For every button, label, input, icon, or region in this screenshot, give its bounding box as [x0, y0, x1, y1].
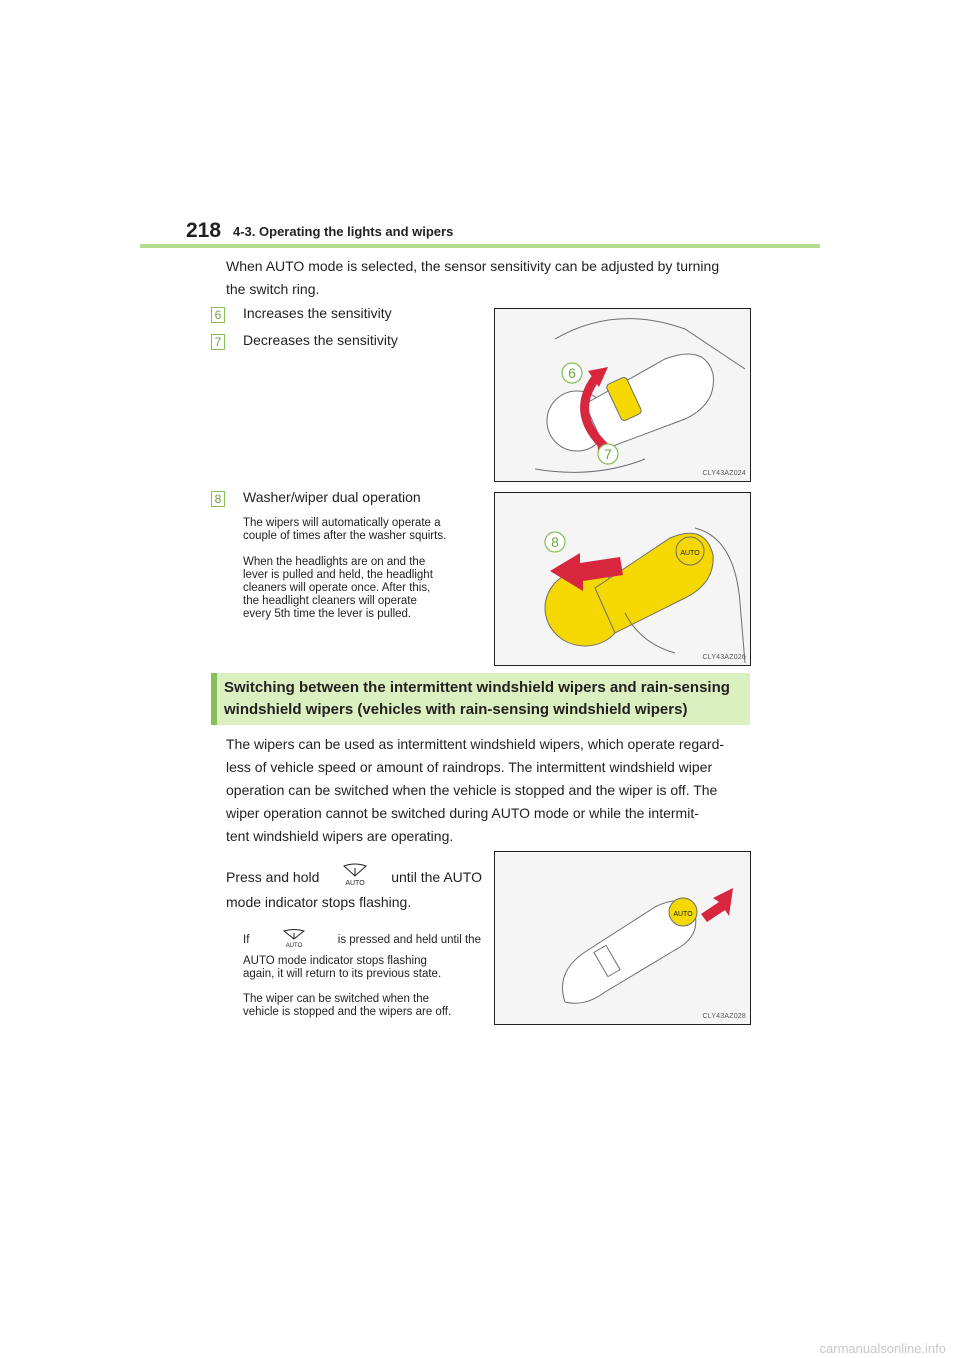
item-number-badge: 7	[211, 334, 225, 350]
note-switch-condition: The wiper can be switched when the vehicle is stopped and the wipers are off.	[243, 993, 452, 1018]
figure-code: CLY43AZ024	[702, 470, 746, 477]
press-hold-line-1: Press and hold AUTO until the AUTO	[226, 862, 482, 893]
auto-wiper-icon	[340, 862, 370, 893]
washer-lever-illustration	[495, 493, 751, 666]
svg-text:AUTO: AUTO	[345, 880, 365, 886]
intro-line-2: the switch ring.	[226, 281, 320, 297]
auto-button-label: AUTO	[673, 911, 693, 918]
auto-wiper-icon	[281, 928, 307, 952]
switching-paragraph: The wipers can be used as intermittent windshield wipers, which operate regard- less of vehicle speed or amount of raindrops. The intermittent windshield wiper operation can be switched when the vehicle is stopped and the wiper is off. The wiper operation cannot be switched during AUTO mode or while the intermit- tent windshield wipers are operating.	[226, 736, 725, 844]
callout-6: 6	[568, 365, 576, 381]
item-label-increase: Increases the sensitivity	[243, 305, 392, 321]
washer-note-2: When the headlights are on and the lever is pulled and held, the headlight cleaners will operate once. After this, the headlight cleaners will operate every 5th time the lever is pulled.	[243, 556, 433, 620]
auto-button-label: AUTO	[680, 550, 700, 557]
footer-watermark[interactable]: carmanualsonline.info	[819, 1341, 946, 1356]
auto-button-illustration	[495, 852, 751, 1025]
figure-code: CLY43AZ028	[702, 1013, 746, 1020]
header-rule	[140, 244, 820, 248]
figure-sensitivity-ring	[494, 308, 751, 482]
press-hold-line-2: mode indicator stops flashing.	[226, 894, 412, 910]
section-title: 4-3. Operating the lights and wipers	[233, 224, 454, 239]
page-number: 218	[186, 219, 222, 242]
callout-7: 7	[604, 446, 612, 462]
note-if-rest: AUTO mode indicator stops flashing again, it will return to its previous state.	[243, 955, 442, 980]
callout-8: 8	[551, 534, 559, 550]
figure-washer-operation	[494, 492, 751, 666]
svg-text:AUTO: AUTO	[285, 943, 302, 948]
item-number-badge: 8	[211, 491, 225, 507]
item-label-decrease: Decreases the sensitivity	[243, 332, 398, 348]
figure-code: CLY43AZ026	[702, 654, 746, 661]
washer-note-1: The wipers will automatically operate a couple of times after the washer squirts.	[243, 517, 447, 542]
item-label-washer: Washer/wiper dual operation	[243, 489, 421, 505]
wiper-lever-illustration	[495, 309, 751, 482]
item-number-badge: 6	[211, 307, 225, 323]
figure-auto-button	[494, 851, 751, 1025]
note-if-line-1: If AUTO is pressed and held until the	[243, 928, 481, 952]
intro-line-1: When AUTO mode is selected, the sensor sensitivity can be adjusted by turning	[226, 258, 720, 274]
section-heading: Switching between the intermittent windshield wipers and rain-sensing windshield wipers (vehicles with rain-sensing windshield wipers)	[224, 679, 730, 718]
